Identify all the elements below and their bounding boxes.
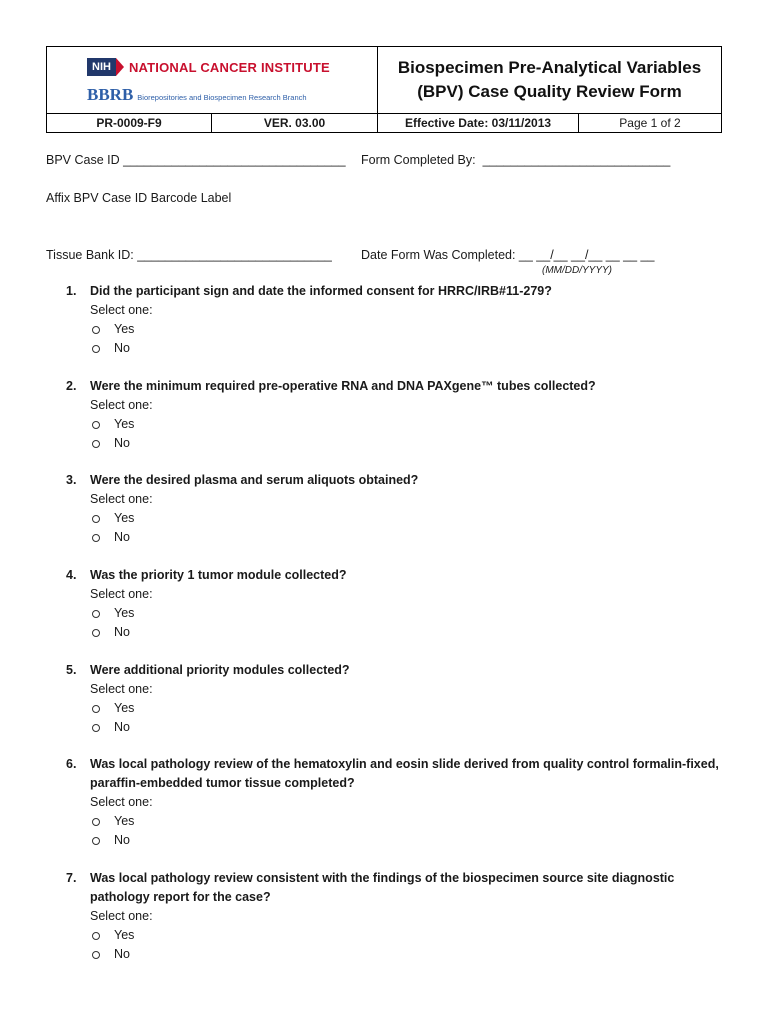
question-number: 4. <box>66 568 77 582</box>
select-one-label: Select one: <box>90 795 153 809</box>
radio-circle-icon[interactable] <box>92 440 100 448</box>
option-label: No <box>114 436 130 450</box>
question-text-row <box>66 869 726 907</box>
effective-date: Effective Date: 03/11/2013 <box>378 114 579 133</box>
question-6 <box>66 755 726 850</box>
option-label: Yes <box>114 417 135 431</box>
option-label: Yes <box>114 322 135 336</box>
option-yes[interactable] <box>90 699 726 718</box>
version: VER. 03.00 <box>212 114 378 133</box>
radio-circle-icon[interactable] <box>92 515 100 523</box>
barcode-label: Affix BPV Case ID Barcode Label <box>46 191 232 205</box>
question-text-row <box>66 661 726 680</box>
question-4 <box>66 566 726 642</box>
tissue-bank-field[interactable]: Tissue Bank ID: ____________________________ <box>46 248 332 262</box>
institute-name: NATIONAL CANCER INSTITUTE <box>128 59 330 75</box>
option-no[interactable] <box>90 623 726 642</box>
select-one-label: Select one: <box>90 682 153 696</box>
option-yes[interactable] <box>90 812 726 831</box>
radio-circle-icon[interactable] <box>92 345 100 353</box>
radio-circle-icon[interactable] <box>92 326 100 334</box>
radio-circle-icon[interactable] <box>92 818 100 826</box>
option-no[interactable] <box>90 339 726 358</box>
option-label: Yes <box>114 814 135 828</box>
question-5 <box>66 661 726 737</box>
question-number: 2. <box>66 379 77 393</box>
question-text: Was local pathology review consistent with the findings of the biospecimen source site diagnostic pathology report for the case? <box>90 871 675 904</box>
option-yes[interactable] <box>90 926 726 945</box>
question-number: 7. <box>66 871 77 885</box>
nci-logo <box>87 58 330 76</box>
question-7 <box>66 869 726 964</box>
logo-cell <box>47 47 378 114</box>
form-title <box>378 47 722 114</box>
question-text-row <box>66 755 726 793</box>
option-no[interactable] <box>90 434 726 453</box>
select-one-label: Select one: <box>90 587 153 601</box>
question-3 <box>66 471 726 547</box>
option-label: Yes <box>114 928 135 942</box>
option-label: Yes <box>114 606 135 620</box>
option-label: No <box>114 833 130 847</box>
question-text: Was the priority 1 tumor module collected? <box>90 568 347 582</box>
radio-circle-icon[interactable] <box>92 705 100 713</box>
question-text-row <box>66 566 726 585</box>
select-one-label: Select one: <box>90 492 153 506</box>
option-no[interactable] <box>90 718 726 737</box>
question-text: Were the minimum required pre-operative RNA and DNA PAXgene™ tubes collected? <box>90 379 596 393</box>
question-number: 5. <box>66 663 77 677</box>
select-one-label: Select one: <box>90 398 153 412</box>
radio-circle-icon[interactable] <box>92 837 100 845</box>
select-one-label: Select one: <box>90 303 153 317</box>
option-label: No <box>114 625 130 639</box>
branch-full: Biorepositories and Biospecimen Research Branch <box>137 93 307 102</box>
option-no[interactable] <box>90 528 726 547</box>
nih-badge: NIH <box>87 58 116 76</box>
question-text: Were the desired plasma and serum aliquots obtained? <box>90 473 419 487</box>
question-text-row <box>66 282 726 301</box>
nih-chevron-icon <box>116 58 124 76</box>
radio-circle-icon[interactable] <box>92 610 100 618</box>
completed-by-field[interactable]: Form Completed By: ___________________________ <box>361 153 671 167</box>
radio-circle-icon[interactable] <box>92 932 100 940</box>
option-label: Yes <box>114 511 135 525</box>
question-number: 6. <box>66 757 77 771</box>
option-yes[interactable] <box>90 320 726 339</box>
radio-circle-icon[interactable] <box>92 629 100 637</box>
question-text-row <box>66 471 726 490</box>
radio-circle-icon[interactable] <box>92 534 100 542</box>
option-label: No <box>114 530 130 544</box>
question-text: Did the participant sign and date the informed consent for HRRC/IRB#11-279? <box>90 284 552 298</box>
title-line-1: Biospecimen Pre-Analytical Variables <box>397 58 702 77</box>
option-no[interactable] <box>90 945 726 964</box>
title-line-2: (BPV) Case Quality Review Form <box>417 82 682 101</box>
page-number: Page 1 of 2 <box>579 114 722 133</box>
doc-id: PR-0009-F9 <box>47 114 212 133</box>
option-label: No <box>114 947 130 961</box>
question-number: 3. <box>66 473 77 487</box>
question-1 <box>66 282 726 358</box>
option-label: No <box>114 341 130 355</box>
radio-circle-icon[interactable] <box>92 724 100 732</box>
option-no[interactable] <box>90 831 726 850</box>
date-format-hint: (MM/DD/YYYY) <box>542 265 612 276</box>
question-number: 1. <box>66 284 77 298</box>
radio-circle-icon[interactable] <box>92 421 100 429</box>
bbrb-logo <box>87 85 307 105</box>
option-label: No <box>114 720 130 734</box>
option-label: Yes <box>114 701 135 715</box>
question-text-row <box>66 377 726 396</box>
date-completed-field[interactable]: Date Form Was Completed: __ __/__ __/__ __ __ __ <box>361 248 655 262</box>
radio-circle-icon[interactable] <box>92 951 100 959</box>
select-one-label: Select one: <box>90 909 153 923</box>
option-yes[interactable] <box>90 415 726 434</box>
question-text: Was local pathology review of the hematoxylin and eosin slide derived from quality control formalin-fixed, paraffin-embedded tumor tissue completed? <box>90 757 719 790</box>
branch-short: BBRB <box>87 85 134 104</box>
case-id-field[interactable]: BPV Case ID ________________________________ <box>46 153 346 167</box>
question-2 <box>66 377 726 453</box>
form-header-table <box>46 46 722 133</box>
option-yes[interactable] <box>90 604 726 623</box>
option-yes[interactable] <box>90 509 726 528</box>
question-text: Were additional priority modules collected? <box>90 663 350 677</box>
